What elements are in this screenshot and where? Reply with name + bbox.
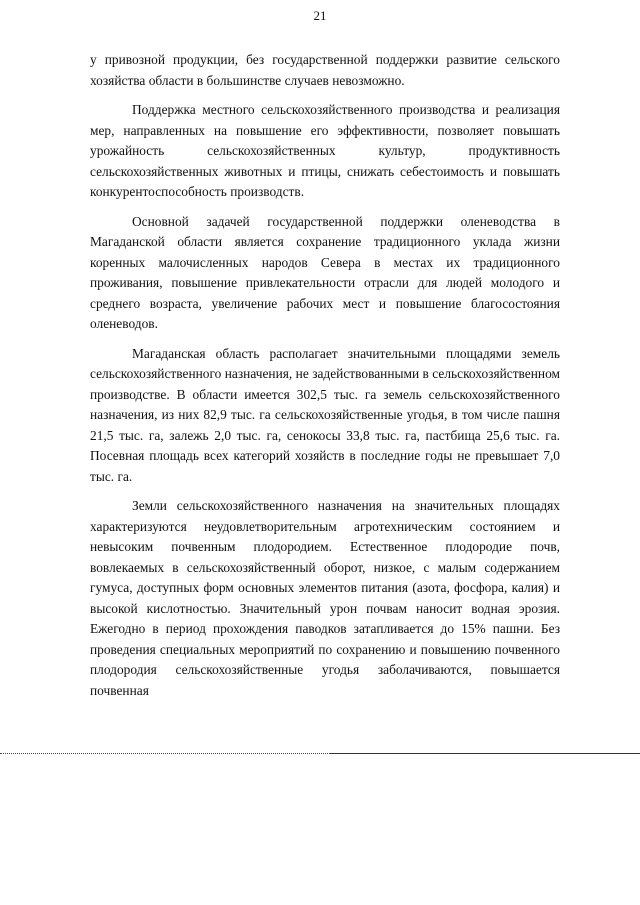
paragraph-reindeer-herding-support: Основной задачей государственной поддержки оленеводства в Магаданской области является сохранение традиционного уклада жизни коренных малочисленных народов Севера в местах их традиционного проживания, повышение привлекательности отрасли для людей молодого и среднего возраста, увеличение рабочих мест и повышение благосостояния оленеводов. [90, 213, 560, 331]
page-number: 21 [313, 8, 327, 23]
page-bottom-divider-solid [330, 753, 640, 754]
document-body [90, 50, 560, 710]
paragraph-continuation: у привозной продукции, без государственной поддержки развитие сельского хозяйства области в большинстве случаев невозможно. [90, 52, 560, 88]
paragraph-local-production-support: Поддержка местного сельскохозяйственного производства и реализация мер, направленных на повышение его эффективности, позволяет повышать урожайность сельскохозяйственных культур, продуктивность сельскохозяйственных животных и птицы, снижать себестоимость и повышать конкурентоспособность производств. [90, 102, 560, 199]
paragraph-soil-condition: Земли сельскохозяйственного назначения на значительных площадях характеризуются неудовлетворительным агротехническим состоянием и невысоким почвенным плодородием. Естественное плодородие почв, вовлекаемых в сельскохозяйственный оборот, низкое, с малым содержанием гумуса, доступных форм основных элементов питания (азота, фосфора, калия) и высокой кислотностью. Значительный урон почвам наносит водная эрозия. Ежегодно в период прохождения паводков затапливается до 15% пашни. Без проведения специальных мероприятий по сохранению и повышению почвенного плодородия сельскохозяйственные угодья заболачиваются, повышается почвенная [90, 498, 560, 698]
paragraph-land-areas: Магаданская область располагает значительными площадями земель сельскохозяйственного назначения, не задействованными в сельскохозяйственном производстве. В области имеется 302,5 тыс. га земель сельскохозяйственного назначения, из них 82,9 тыс. га сельскохозяйственные угодья, в том числе пашня 21,5 тыс. га, залежь 2,0 тыс. га, сенокосы 33,8 тыс. га, пастбища 25,6 тыс. га. Посевная площадь всех категорий хозяйств в последние годы не превышает 7,0 тыс. га. [90, 345, 560, 484]
